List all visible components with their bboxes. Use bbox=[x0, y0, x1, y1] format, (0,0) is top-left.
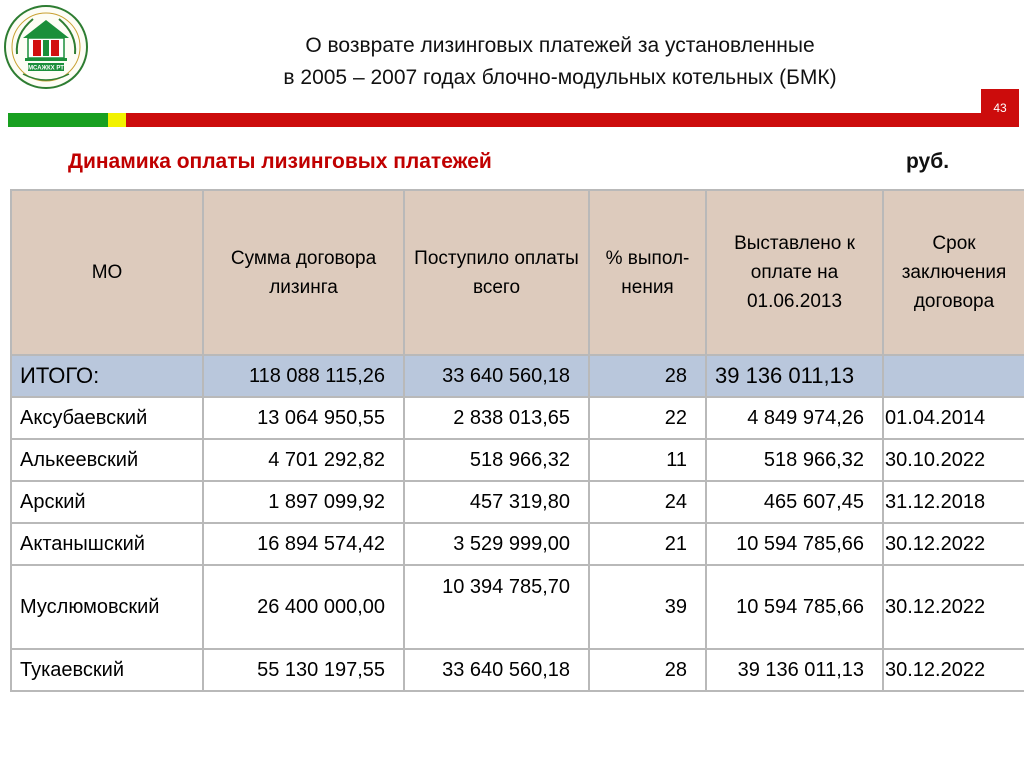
header-mo: МО bbox=[11, 190, 203, 355]
header-contract-sum: Сумма договора лизинга bbox=[203, 190, 404, 355]
table-row bbox=[11, 565, 1024, 649]
total-label: ИТОГО: bbox=[11, 355, 203, 397]
stripe-yellow bbox=[108, 113, 126, 127]
table-row bbox=[11, 649, 1024, 691]
slide-title bbox=[190, 30, 930, 94]
row-paid: 33 640 560,18 bbox=[404, 649, 589, 691]
row-billed: 10 594 785,66 bbox=[706, 565, 883, 649]
header-term: Срок заключения договора bbox=[883, 190, 1024, 355]
row-percent: 21 bbox=[589, 523, 706, 565]
row-mo: Арский bbox=[11, 481, 203, 523]
row-mo: Актанышский bbox=[11, 523, 203, 565]
row-mo: Тукаевский bbox=[11, 649, 203, 691]
row-mo: Алькеевский bbox=[11, 439, 203, 481]
row-term: 30.10.2022 bbox=[883, 439, 1024, 481]
title-line-1: О возврате лизинговых платежей за установленные bbox=[305, 34, 815, 57]
table-row bbox=[11, 481, 1024, 523]
header-percent: % выпол-нения bbox=[589, 190, 706, 355]
stripe-green bbox=[8, 113, 108, 127]
row-sum: 26 400 000,00 bbox=[203, 565, 404, 649]
row-billed: 10 594 785,66 bbox=[706, 523, 883, 565]
table-row bbox=[11, 439, 1024, 481]
row-paid: 457 319,80 bbox=[404, 481, 589, 523]
row-term: 01.04.2014 bbox=[883, 397, 1024, 439]
row-percent: 28 bbox=[589, 649, 706, 691]
table-subtitle: Динамика оплаты лизинговых платежей bbox=[68, 150, 492, 173]
total-row bbox=[11, 355, 1024, 397]
total-percent: 28 bbox=[589, 355, 706, 397]
row-mo: Аксубаевский bbox=[11, 397, 203, 439]
row-billed: 39 136 011,13 bbox=[706, 649, 883, 691]
total-sum: 118 088 115,26 bbox=[203, 355, 404, 397]
row-billed: 4 849 974,26 bbox=[706, 397, 883, 439]
row-term: 31.12.2018 bbox=[883, 481, 1024, 523]
row-billed: 518 966,32 bbox=[706, 439, 883, 481]
row-paid: 3 529 999,00 bbox=[404, 523, 589, 565]
table-row bbox=[11, 523, 1024, 565]
stripe-red bbox=[126, 113, 981, 127]
logo-text: МСАЖКХ РТ bbox=[28, 65, 64, 72]
header-billed: Выставлено к оплате на 01.06.2013 bbox=[706, 190, 883, 355]
row-billed: 465 607,45 bbox=[706, 481, 883, 523]
row-term: 30.12.2022 bbox=[883, 565, 1024, 649]
total-billed: 39 136 011,13 bbox=[706, 355, 883, 397]
table-row bbox=[11, 397, 1024, 439]
row-paid: 2 838 013,65 bbox=[404, 397, 589, 439]
row-paid: 518 966,32 bbox=[404, 439, 589, 481]
slide-number: 43 bbox=[981, 89, 1019, 127]
leasing-payments-table bbox=[10, 189, 1024, 692]
row-percent: 22 bbox=[589, 397, 706, 439]
header-paid-total: Поступило оплаты всего bbox=[404, 190, 589, 355]
row-term: 30.12.2022 bbox=[883, 649, 1024, 691]
total-paid: 33 640 560,18 bbox=[404, 355, 589, 397]
row-sum: 13 064 950,55 bbox=[203, 397, 404, 439]
row-percent: 24 bbox=[589, 481, 706, 523]
ministry-logo bbox=[3, 4, 89, 90]
currency-label: руб. bbox=[906, 150, 950, 173]
row-sum: 55 130 197,55 bbox=[203, 649, 404, 691]
row-sum: 16 894 574,42 bbox=[203, 523, 404, 565]
row-mo: Муслюмовский bbox=[11, 565, 203, 649]
row-paid: 10 394 785,70 bbox=[404, 565, 589, 649]
row-percent: 39 bbox=[589, 565, 706, 649]
title-line-2: в 2005 – 2007 годах блочно-модульных котельных (БМК) bbox=[283, 66, 837, 89]
table-header-row bbox=[11, 190, 1024, 355]
row-term: 30.12.2022 bbox=[883, 523, 1024, 565]
total-term bbox=[883, 355, 1024, 397]
row-percent: 11 bbox=[589, 439, 706, 481]
row-sum: 1 897 099,92 bbox=[203, 481, 404, 523]
row-sum: 4 701 292,82 bbox=[203, 439, 404, 481]
